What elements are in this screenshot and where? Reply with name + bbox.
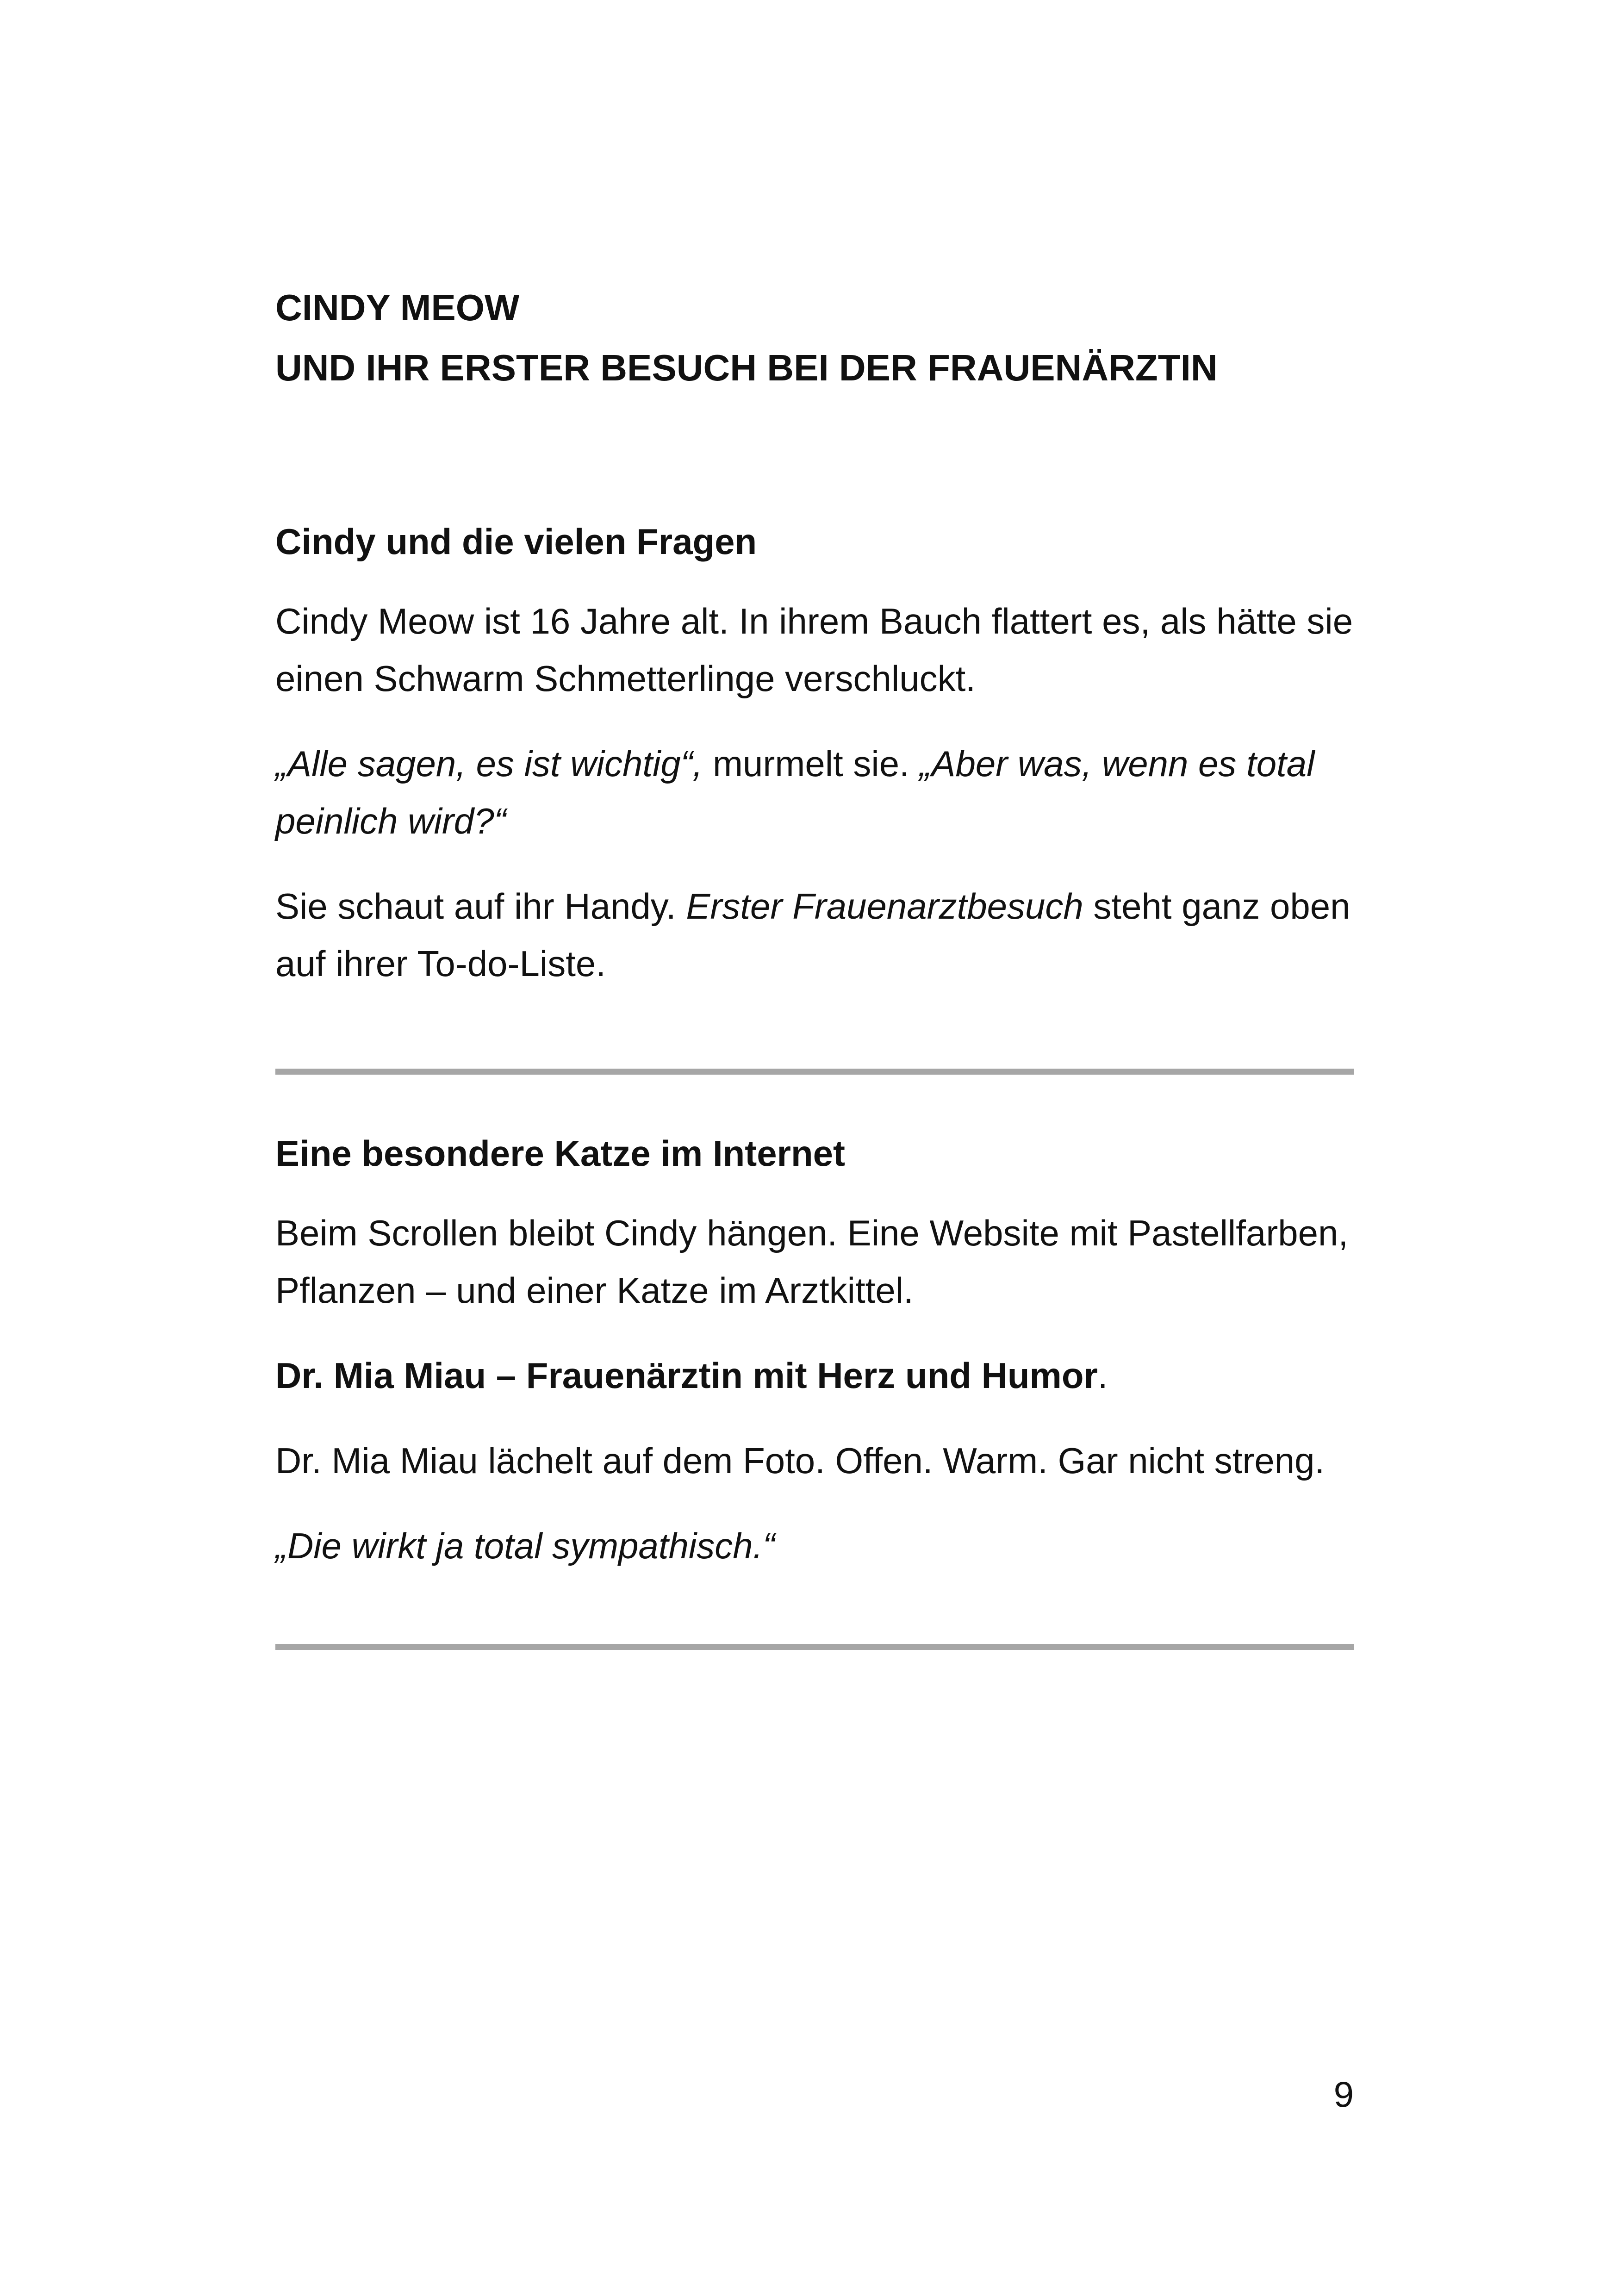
text-erster-frauenarztbesuch: Erster Frauenarztbesuch bbox=[686, 886, 1083, 927]
paragraph-dr-mia-miau-title bbox=[275, 1347, 1354, 1404]
quote-alle-sagen: „Alle sagen, es ist wichtig“, bbox=[275, 743, 703, 784]
section-divider-1 bbox=[275, 1069, 1354, 1075]
section-heading-cindy-fragen: Cindy und die vielen Fragen bbox=[275, 521, 757, 562]
paragraph-scrollen: Beim Scrollen bleibt Cindy hängen. Eine Website mit Pastellfarben, Pflanzen – und einer Katze im Arztkittel. bbox=[275, 1213, 1349, 1311]
paragraph-cindy-quote bbox=[275, 735, 1354, 850]
section-divider-2 bbox=[275, 1644, 1354, 1650]
paragraph-cindy-intro: Cindy Meow ist 16 Jahre alt. In ihrem Bauch flattert es, als hätte sie einen Schwarm Schmetterlinge verschluckt. bbox=[275, 601, 1353, 699]
text-period: . bbox=[1097, 1355, 1108, 1396]
quote-sympathisch: „Die wirkt ja total sympathisch.“ bbox=[275, 1525, 775, 1566]
paragraph-sympathisch bbox=[275, 1517, 1354, 1574]
section-heading-besondere-katze: Eine besondere Katze im Internet bbox=[275, 1133, 845, 1174]
paragraph-laechelt: Dr. Mia Miau lächelt auf dem Foto. Offen. Warm. Gar nicht streng. bbox=[275, 1440, 1325, 1481]
narration-murmelt: murmelt sie. bbox=[703, 743, 920, 784]
quote-aber-was: „Aber was, wenn es total peinlich wird?“ bbox=[275, 743, 1315, 841]
page-title bbox=[275, 278, 1354, 398]
page-content bbox=[275, 278, 1354, 1650]
title-line-1: CINDY MEOW bbox=[275, 287, 520, 328]
text-todo: steht ganz oben auf ihrer To-do-Liste. bbox=[275, 886, 1350, 984]
page-number: 9 bbox=[1333, 2074, 1354, 2115]
paragraph-todo-list bbox=[275, 877, 1354, 992]
text-dr-mia-miau: Dr. Mia Miau – Frauenärztin mit Herz und Humor bbox=[275, 1355, 1098, 1396]
title-line-2: UND IHR ERSTER BESUCH BEI DER FRAUENÄRZTIN bbox=[275, 347, 1218, 388]
text-handy: Sie schaut auf ihr Handy. bbox=[275, 886, 686, 927]
